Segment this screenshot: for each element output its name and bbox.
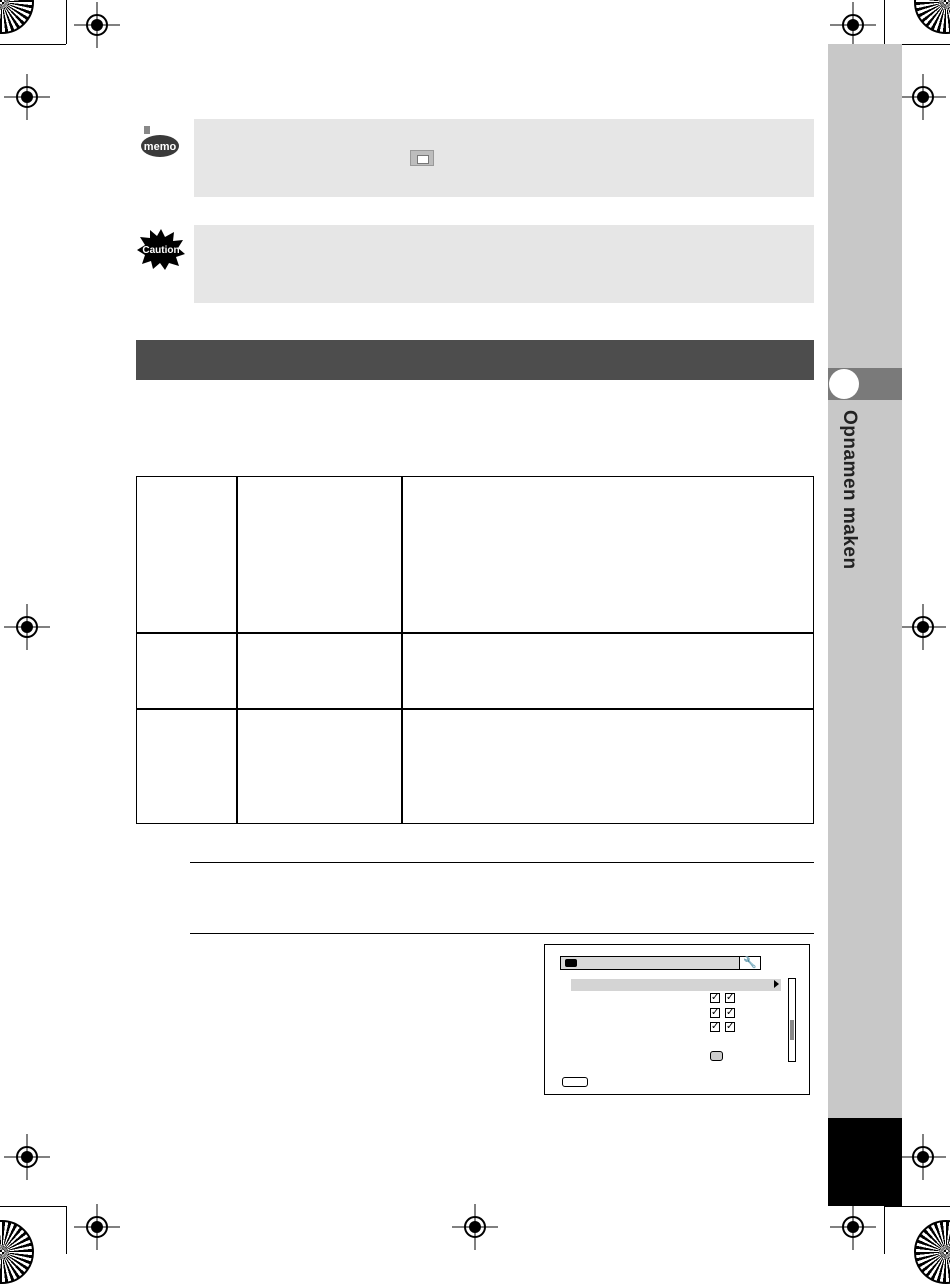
table-row-divider	[137, 632, 813, 634]
chevron-right-icon	[774, 980, 779, 988]
registration-mark-icon	[86, 1216, 108, 1238]
crop-mark	[884, 0, 885, 44]
chapter-title: Opnamen maken	[839, 410, 860, 570]
registration-mark-icon	[86, 14, 108, 36]
crop-mark	[884, 1206, 885, 1254]
table-row-divider	[137, 708, 813, 710]
registration-mark-icon	[842, 14, 864, 36]
registration-mark-icon	[16, 1146, 38, 1168]
chapter-number-circle	[829, 369, 859, 399]
registration-mark-icon	[912, 616, 934, 638]
lcd-selected-row	[571, 979, 781, 991]
crop-mark	[0, 44, 66, 45]
page-number-block	[828, 1118, 902, 1206]
registration-mark-icon	[16, 616, 38, 638]
toggle-indicator-icon	[710, 1051, 723, 1061]
checkbox-icon: ✓	[726, 992, 735, 1003]
registration-mark-icon	[842, 1216, 864, 1238]
checkbox-icon: ✓	[711, 1007, 720, 1018]
registration-starburst-icon	[0, 1220, 34, 1284]
registration-mark-icon	[912, 86, 934, 108]
step-divider	[190, 933, 814, 934]
lcd-menu-tabs	[560, 956, 760, 970]
checkbox-icon: ✓	[726, 1021, 735, 1032]
crop-mark	[0, 1206, 66, 1207]
caution-note	[194, 225, 814, 303]
checkbox-icon: ✓	[726, 1007, 735, 1018]
crop-mark	[66, 0, 67, 44]
settings-table	[136, 476, 814, 824]
svg-text:memo: memo	[143, 141, 177, 153]
table-column-divider	[236, 477, 238, 823]
registration-mark-icon	[16, 86, 38, 108]
registration-mark-icon	[464, 1216, 486, 1238]
table-column-divider	[401, 477, 403, 823]
checkbox-icon: ✓	[711, 992, 720, 1003]
chapter-sidebar	[828, 44, 902, 1206]
registration-starburst-icon	[914, 1220, 950, 1284]
svg-text:Caution: Caution	[142, 245, 180, 256]
camera-icon	[565, 959, 577, 967]
registration-starburst-icon	[914, 0, 950, 34]
lcd-scrollbar	[788, 978, 796, 1062]
camera-lcd-screen	[544, 944, 810, 1095]
caution-icon	[136, 228, 186, 270]
wrench-icon: 🔧	[739, 956, 761, 970]
memo-icon	[138, 124, 180, 160]
lcd-scrollbar-thumb	[790, 1020, 794, 1040]
print-mode-icon	[410, 150, 434, 166]
section-heading-bar	[136, 340, 814, 380]
crop-mark	[884, 1206, 950, 1207]
checkbox-icon: ✓	[711, 1021, 720, 1032]
registration-starburst-icon	[0, 0, 34, 34]
crop-mark	[66, 1206, 67, 1254]
memo-note	[194, 119, 814, 197]
registration-mark-icon	[912, 1146, 934, 1168]
step-divider	[190, 862, 814, 863]
menu-button-icon	[562, 1077, 588, 1087]
